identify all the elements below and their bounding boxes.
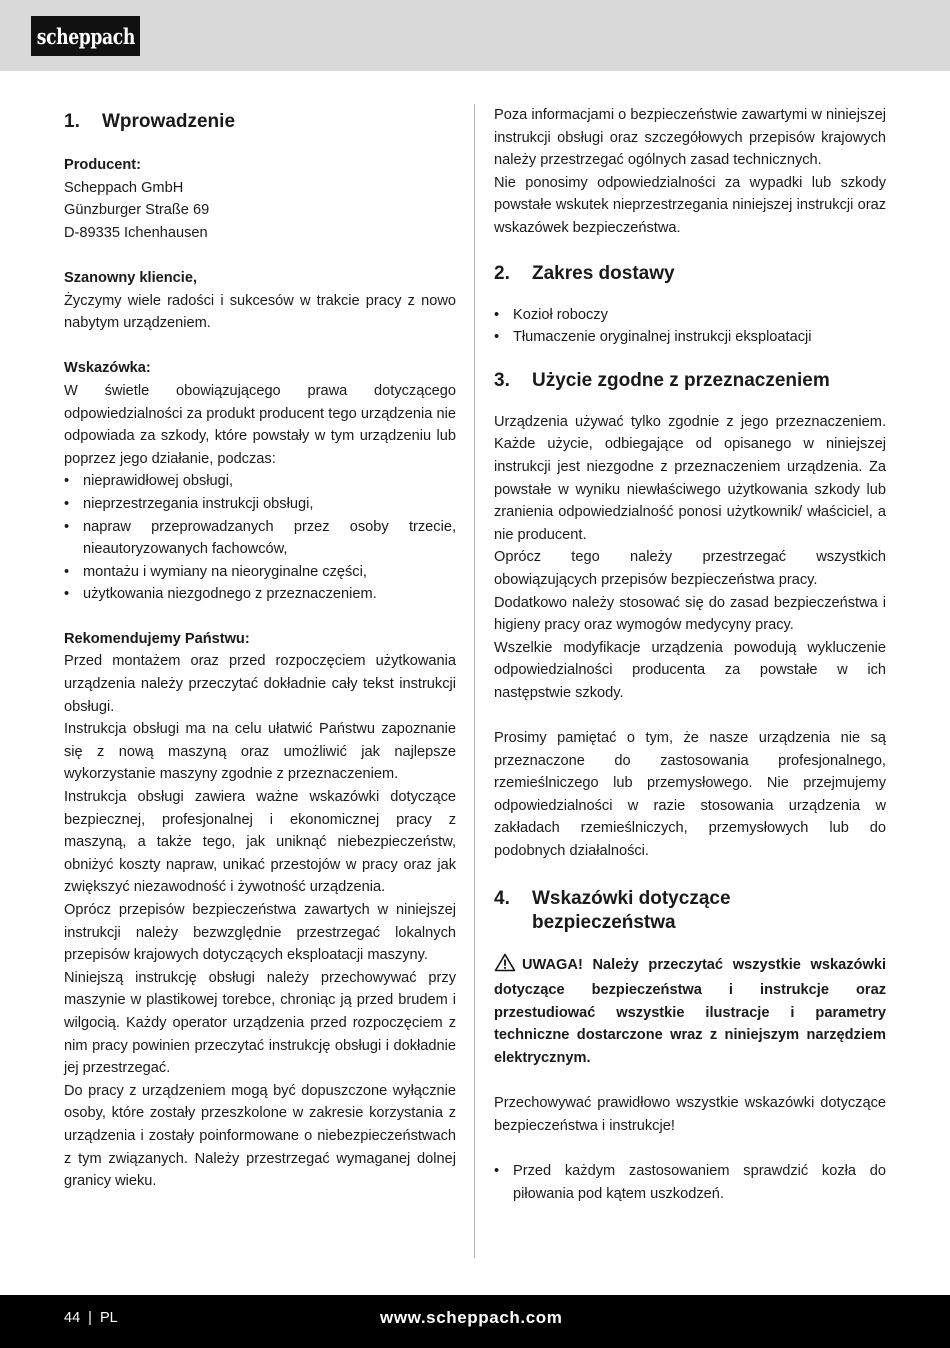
section-3-heading [494, 369, 886, 393]
section-1-number: 1. [64, 111, 80, 132]
section-3-title: Użycie zgodne z przeznaczeniem [532, 369, 830, 391]
note-list [64, 470, 456, 606]
usage-notice: Prosimy pamiętać o tym, że nasze urządzenia nie są przeznaczone do zastosowania profesjonalnego, rzemieślniczego lub przemysłowego. Nie przejmujemy odpowiedzialności w razie stosowania urządzenia w zakładach rzemieślniczych, przemysłowych lub do podobnych działalności. [494, 730, 886, 860]
delivery-list [494, 304, 886, 349]
list-item: • Tłumaczenie oryginalnej instrukcji eksploatacji [494, 326, 886, 349]
producer-label: Producent: [64, 157, 142, 173]
producer-line: D-89335 Ichenhausen [64, 224, 208, 241]
intro-paragraph: Nie ponosimy odpowiedzialności za wypadki lub szkody powstałe wskutek nieprzestrzegania niniejszej instrukcji oraz wskazówek bezpieczeństwa. [494, 174, 886, 236]
producer-line: Scheppach GmbH [64, 179, 184, 196]
section-1-heading [64, 110, 456, 134]
section-1-title: Wprowadzenie [102, 111, 236, 132]
recommend-paragraph: Do pracy z urządzeniem mogą być dopuszczone wyłącznie osoby, które zostały przeszkolone w zakresie korzystania z urządzenia i zostały poinformowane o niebezpieczeństwach z tym związanych. Należy przestrzegać wymaganej dolnej granicy wieku. [64, 1082, 456, 1190]
safety-list [494, 1160, 886, 1205]
list-item: • Kozioł roboczy [494, 304, 886, 327]
page-indicator [64, 1310, 118, 1326]
section-2-number: 2. [494, 262, 510, 284]
list-item: • nieprzestrzegania instrukcji obsługi, [64, 493, 456, 516]
intro-paragraph: Poza informacjami o bezpieczeństwie zawartymi w niniejszej instrukcji obsługi oraz szczegółowych przepisów krajowych należy przestrzegać ogólnych zasad technicznych. [494, 107, 886, 169]
recommend-paragraph: Przed montażem oraz przed rozpoczęciem użytkowania urządzenia należy przeczytać dokładnie cały tekst instrukcji obsługi. [64, 653, 456, 715]
section-2-heading [494, 262, 886, 286]
list-item: • Przed każdym zastosowaniem sprawdzić kozła do piłowania pod kątem uszkodzeń. [494, 1160, 886, 1205]
recommend-paragraph: Instrukcja obsługi zawiera ważne wskazówki dotyczące bezpiecznej, profesjonalnej i ekonomicznej pracy z maszyną, a także tego, jak uniknąć niebezpieczeństw, obniżyć koszty napraw, unikać przestojów w pracy oraz jak zwiększyć niezawodność i żywotność urządzenia. [64, 789, 456, 896]
list-item: • użytkowania niezgodnego z przeznaczeniem. [64, 583, 456, 606]
list-item: • napraw przeprowadzanych przez osoby trzecie, nieautoryzowanych fachowców, [64, 516, 456, 561]
section-3-number: 3. [494, 369, 510, 391]
column-divider [474, 104, 475, 1258]
greeting-text: Życzymy wiele radości i sukcesów w trakcie pracy z nowo nabytym urządzeniem. [64, 292, 456, 332]
keep-instructions-text: Przechowywać prawidłowo wszystkie wskazówki dotyczące bezpieczeństwa i instrukcje! [494, 1095, 886, 1134]
scheppach-logo [31, 16, 140, 56]
producer-line: Günzburger Straße 69 [64, 202, 210, 219]
warning-text: UWAGA! Należy przeczytać wszystkie wskazówki dotyczące bezpieczeństwa i instrukcje oraz przestudiować wszystkie ilustracje i parametry techniczne dostarczone wraz z niniejszym narzędziem elektrycznym. [494, 956, 886, 1066]
header-bar [0, 0, 950, 71]
note-text: W świetle obowiązującego prawa dotyczącego odpowiedzialności za produkt producent tego urządzenia nie odpowiada za szkody, które powstały w tym urządzeniu lub poprzez jego działanie, podczas: [64, 382, 456, 467]
recommend-paragraph: Niniejszą instrukcję obsługi należy przechowywać przy maszynie w plastikowej torebce, chroniąc ją przed brudem i wilgocią. Każdy operator urządzenia przed rozpoczęciem z nim pracy powinien przeczytać instrukcję obsługi i dokładnie jej przestrzegać. [64, 969, 456, 1077]
section-2-title: Zakres dostawy [532, 262, 675, 284]
section-4-number: 4. [494, 887, 510, 909]
warning-block [494, 953, 886, 1070]
left-column [64, 104, 456, 1193]
section-4-heading [494, 887, 886, 935]
recommend-paragraph: Oprócz przepisów bezpieczeństwa zawartych w niniejszej instrukcji należy bezwzględnie przestrzegać lokalnych przepisów krajowych dotyczących eksploatacji maszyny. [64, 902, 456, 964]
recommend-label: Rekomendujemy Państwu: [64, 630, 250, 647]
logo-text: scheppach [36, 23, 135, 49]
note-label: Wskazówka: [64, 360, 151, 377]
section-4-title: Wskazówki dotyczące bezpieczeństwa [532, 887, 731, 933]
warning-triangle-icon [494, 953, 516, 980]
website-link[interactable]: www.scheppach.com [380, 1308, 563, 1327]
page-language: PL [99, 1310, 118, 1326]
recommend-paragraph: Instrukcja obsługi ma na celu ułatwić Państwu zapoznanie się z nową maszyną oraz umożliwić jak najlepsze wykorzystanie maszyny zgodnie z przeznaczeniem. [64, 721, 456, 783]
page-separator: | [88, 1310, 92, 1326]
right-column [494, 104, 886, 1205]
list-item: • nieprawidłowej obsługi, [64, 470, 456, 493]
footer-bar [0, 1295, 950, 1348]
usage-paragraph: Dodatkowo należy stosować się do zasad bezpieczeństwa i higieny pracy oraz wymogów medycyny pracy. [494, 594, 886, 634]
usage-paragraph: Wszelkie modyfikacje urządzenia powodują wykluczenie odpowiedzialności producenta za powstałe w ich następstwie szkody. [494, 639, 886, 701]
usage-paragraph: Urządzenia używać tylko zgodnie z jego przeznaczeniem. Każde użycie, odbiegające od opisanego w niniejszej instrukcji jest niezgodne z przeznaczeniem urządzenia. Za powstałe w wyniku niewłaściwego użytkowania szkody lub zranienia odpowiedzialność ponosi użytkownik/ właściciel, a nie producent. [494, 413, 886, 543]
page-number: 44 [64, 1310, 81, 1326]
list-item: • montażu i wymiany na nieoryginalne części, [64, 561, 456, 584]
usage-paragraph: Oprócz tego należy przestrzegać wszystkich obowiązujących przepisów bezpieczeństwa pracy. [494, 549, 886, 588]
greeting-label: Szanowny kliencie, [64, 269, 198, 286]
